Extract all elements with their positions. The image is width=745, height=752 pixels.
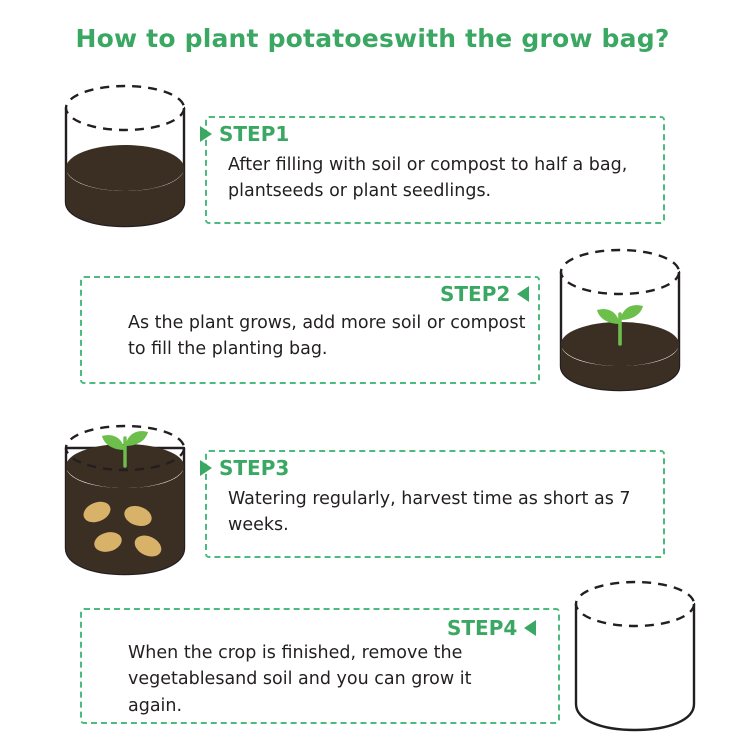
step-4-label: STEP4 — [447, 616, 518, 640]
step-1-text: After filling with soil or compost to half a bag, plantseeds or plant seedlings. — [228, 155, 628, 202]
step-4-text: When the crop is finished, remove the vegetablesand soil and you can grow it again. — [128, 643, 472, 716]
step-1-label: STEP1 — [219, 122, 290, 146]
step-2-label: STEP2 — [440, 282, 511, 306]
grow-bag-half-soil-illustration — [50, 84, 200, 234]
step-3-label: STEP3 — [219, 456, 290, 480]
step-4-heading — [447, 616, 536, 640]
triangle-right-icon — [200, 126, 212, 142]
step-3-text: Watering regularly, harvest time as short as 7 weeks. — [228, 489, 631, 536]
step-1-heading — [200, 122, 289, 146]
grow-bag-potatoes-illustration — [50, 424, 200, 584]
triangle-left-icon — [524, 620, 536, 636]
step-2-heading — [440, 282, 529, 306]
page-title: How to plant potatoeswith the grow bag? — [75, 24, 670, 53]
step-2-text: As the plant grows, add more soil or compost to fill the planting bag. — [128, 313, 526, 360]
triangle-right-icon — [200, 460, 212, 476]
grow-bag-seedling-illustration — [545, 248, 695, 398]
step-3-heading — [200, 456, 289, 480]
grow-bag-empty-illustration — [560, 580, 710, 745]
triangle-left-icon — [517, 286, 529, 302]
